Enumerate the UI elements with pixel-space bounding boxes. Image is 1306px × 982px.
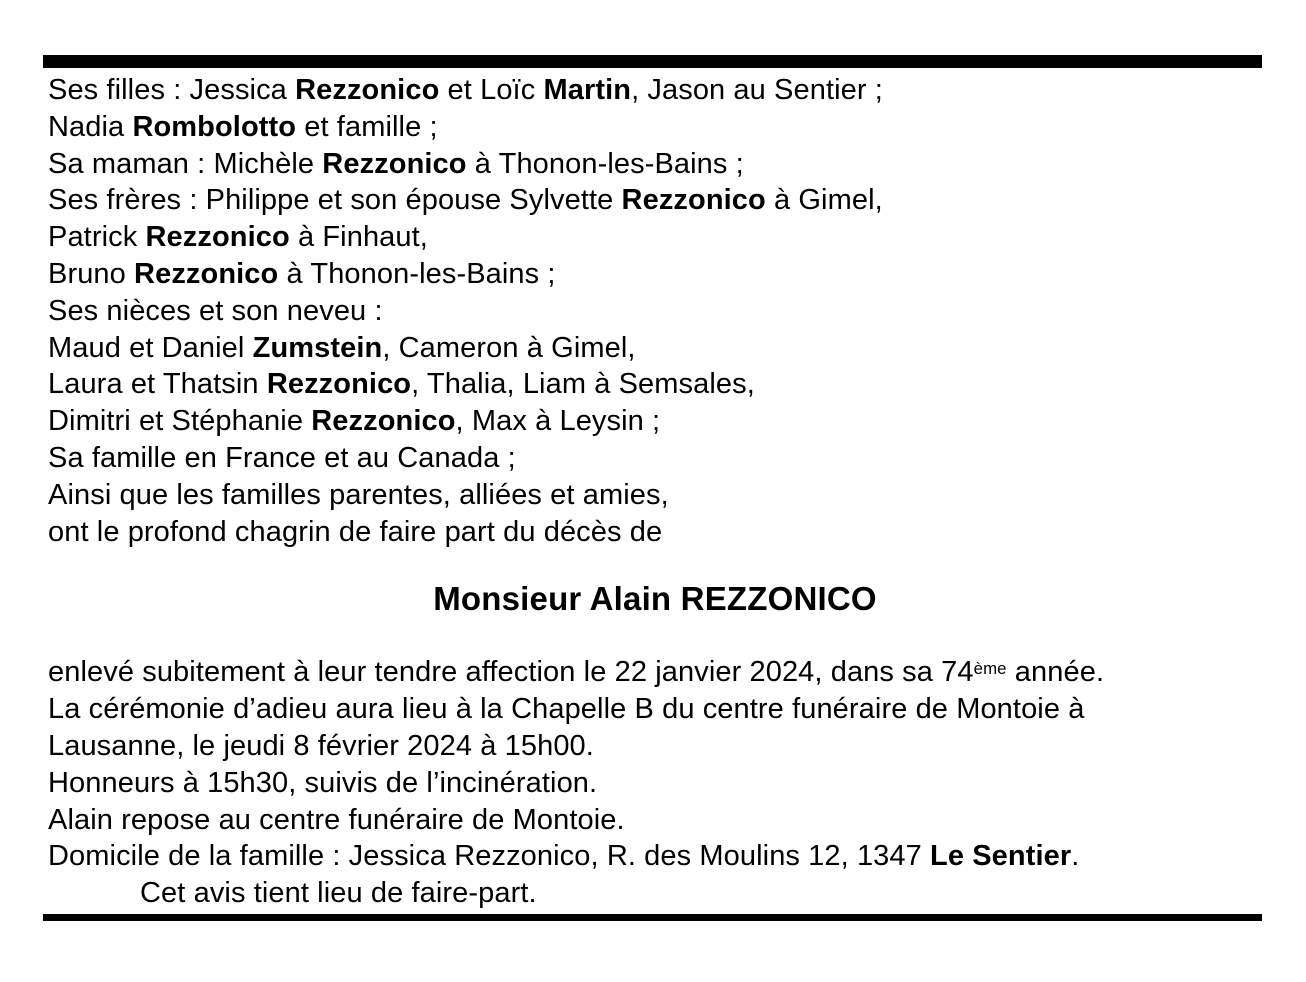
family-name-bold: Rezzonico: [134, 257, 279, 290]
top-rule: [43, 55, 1262, 68]
text-segment: à Finhaut,: [289, 221, 428, 254]
text-segment: Ses nièces et son neveu :: [48, 294, 383, 327]
family-name-bold: Rezzonico: [145, 221, 290, 254]
notice-content: [48, 72, 1262, 912]
family-name-bold: Le Sentier: [930, 840, 1072, 873]
text-segment: , Max à Leysin ;: [455, 405, 661, 438]
ceremony-details-block: [48, 654, 1262, 912]
text-line: [48, 440, 1262, 477]
family-name-bold: Rezzonico: [322, 147, 467, 180]
text-segment: à Thonon-les-Bains ;: [466, 147, 744, 180]
text-segment: Bruno: [48, 257, 135, 290]
text-segment: La cérémonie d’adieu aura lieu à la Chapelle B du centre funéraire de Montoie à: [48, 693, 1085, 726]
text-line: [48, 654, 1262, 691]
family-name-bold: Zumstein: [252, 331, 383, 364]
text-line: [48, 366, 1262, 403]
family-name-bold: Rezzonico: [266, 368, 412, 401]
family-intro-block: [48, 72, 1262, 550]
text-segment: à Gimel,: [765, 184, 883, 217]
deceased-name-title: [48, 578, 1262, 620]
text-segment: et Loïc: [439, 74, 544, 106]
family-name-bold: Rombolotto: [132, 110, 297, 143]
text-line: [48, 146, 1262, 183]
text-line: [48, 403, 1262, 440]
text-line: [48, 802, 1262, 839]
bottom-rule: [43, 914, 1262, 921]
text-line: [48, 72, 1262, 109]
deceased-name: Monsieur Alain REZZONICO: [433, 580, 877, 618]
text-line: [48, 765, 1262, 802]
family-name-bold: Rezzonico: [295, 74, 440, 106]
text-segment: Ses frères : Philippe et son épouse Sylvette: [48, 184, 622, 217]
text-segment: .: [1071, 840, 1080, 873]
text-segment: Cet avis tient lieu de faire-part.: [140, 877, 537, 910]
text-segment: Lausanne, le jeudi 8 février 2024 à 15h00.: [48, 729, 594, 762]
text-segment: Honneurs à 15h30, suivis de l’incinération.: [48, 766, 598, 799]
text-line: [48, 875, 1262, 912]
text-segment: , Jason au Sentier ;: [631, 74, 883, 106]
text-segment: Ses filles : Jessica: [48, 74, 296, 106]
text-segment: , Thalia, Liam à Semsales,: [411, 368, 755, 401]
text-line: [48, 838, 1262, 875]
text-line: [48, 691, 1262, 728]
text-segment: ont le profond chagrin de faire part du décès de: [48, 515, 663, 548]
text-segment: Patrick: [48, 221, 146, 254]
text-segment: et famille ;: [296, 110, 438, 143]
text-segment: Sa maman : Michèle: [48, 147, 323, 180]
family-name-bold: Martin: [543, 74, 632, 106]
text-segment: Nadia: [48, 110, 133, 143]
text-line: [48, 330, 1262, 367]
text-segment: Dimitri et Stéphanie: [48, 405, 312, 438]
text-line: [48, 728, 1262, 765]
text-line: [48, 293, 1262, 330]
text-segment: Sa famille en France et au Canada ;: [48, 441, 516, 474]
text-segment: Domicile de la famille : Jessica Rezzonico, R. des Moulins 12, 1347: [48, 840, 931, 873]
text-segment: à Thonon-les-Bains ;: [278, 257, 556, 290]
text-segment: enlevé subitement à leur tendre affection le 22 janvier 2024, dans sa 74: [48, 656, 974, 689]
text-line: [48, 182, 1262, 219]
text-segment: année.: [1006, 656, 1105, 689]
text-line: [48, 477, 1262, 514]
family-name-bold: Rezzonico: [621, 184, 766, 217]
text-line: [48, 256, 1262, 293]
ordinal-superscript: ème: [973, 658, 1007, 678]
text-line: [48, 514, 1262, 551]
text-segment: Alain repose au centre funéraire de Montoie.: [48, 803, 625, 836]
text-segment: , Cameron à Gimel,: [382, 331, 636, 364]
text-segment: Laura et Thatsin: [48, 368, 267, 401]
family-name-bold: Rezzonico: [311, 405, 456, 438]
text-line: [48, 219, 1262, 256]
text-segment: Ainsi que les familles parentes, alliées et amies,: [48, 478, 669, 511]
text-segment: Maud et Daniel: [48, 331, 253, 364]
text-line: [48, 109, 1262, 146]
